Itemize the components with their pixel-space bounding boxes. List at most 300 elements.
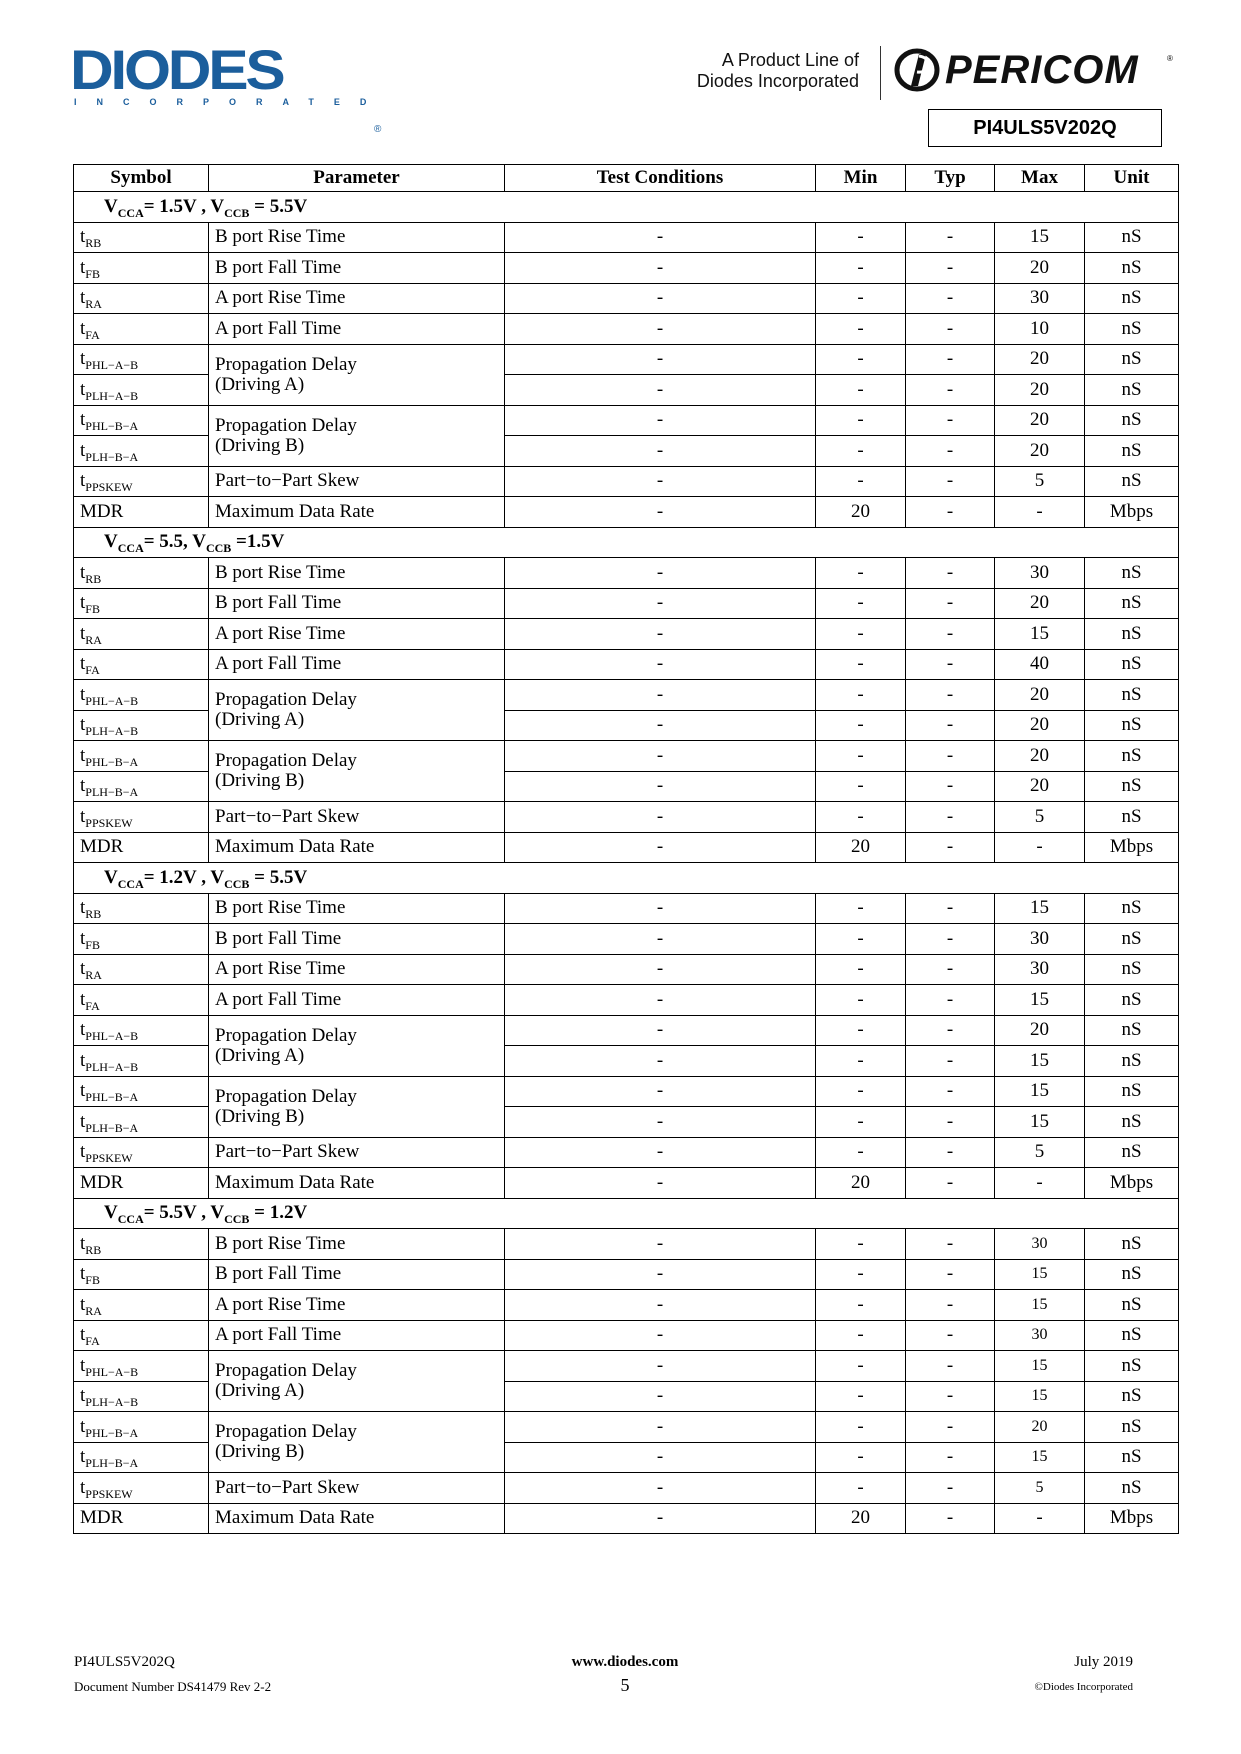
cell-symbol	[74, 1412, 209, 1443]
table-row	[74, 1076, 1179, 1107]
cell-symbol	[74, 924, 209, 955]
cell-unit: nS	[1085, 985, 1179, 1016]
cell-test: -	[505, 802, 816, 833]
pericom-logo	[893, 46, 1175, 96]
cell-test: -	[505, 1320, 816, 1351]
cell-unit: nS	[1085, 893, 1179, 924]
symbol-subscript: PLH−B−A	[85, 449, 139, 464]
footer-document-number: Document Number DS41479 Rev 2-2	[74, 1679, 272, 1694]
cell-unit: nS	[1085, 1046, 1179, 1077]
cell-parameter: Maximum Data Rate	[209, 1503, 505, 1534]
cell-min: -	[816, 924, 906, 955]
cell-typ: -	[906, 649, 995, 680]
footer-website: www.diodes.com	[571, 1654, 679, 1670]
section-condition-row	[74, 192, 1179, 223]
section-condition-row	[74, 863, 1179, 894]
symbol-main: t	[80, 958, 86, 980]
cell-min: 20	[816, 832, 906, 863]
cell-symbol	[74, 1320, 209, 1351]
diodes-logo-text: DIODES	[70, 38, 283, 101]
table-row	[74, 344, 1179, 375]
cell-unit: nS	[1085, 283, 1179, 314]
cell-min: 20	[816, 1503, 906, 1534]
table-row	[74, 1015, 1179, 1046]
cell-unit: nS	[1085, 1473, 1179, 1504]
cell-typ: -	[906, 436, 995, 467]
symbol-main: t	[80, 1293, 86, 1315]
table-row	[74, 283, 1179, 314]
cell-min: -	[816, 283, 906, 314]
cell-symbol	[74, 344, 209, 375]
cell-unit: nS	[1085, 253, 1179, 284]
table-row	[74, 1412, 1179, 1443]
pericom-emblem-icon	[893, 48, 941, 92]
parameter-line-1: Propagation Delay	[215, 1024, 357, 1046]
symbol-main: t	[80, 439, 86, 461]
cell-unit: nS	[1085, 1229, 1179, 1260]
symbol-subscript: PLH−A−B	[85, 724, 139, 739]
cell-parameter: B port Rise Time	[209, 1229, 505, 1260]
section-condition	[74, 192, 1179, 223]
cond-value-a: = 1.5V , V	[143, 195, 225, 217]
cell-max: 15	[995, 619, 1085, 650]
cell-typ: -	[906, 1229, 995, 1260]
cell-unit: Mbps	[1085, 1503, 1179, 1534]
symbol-main: t	[80, 226, 86, 248]
cell-parameter	[209, 1015, 505, 1076]
cell-test: -	[505, 222, 816, 253]
symbol-main: t	[80, 744, 86, 766]
cell-symbol	[74, 1046, 209, 1077]
section-condition	[74, 1198, 1179, 1229]
cell-test: -	[505, 344, 816, 375]
cell-unit: Mbps	[1085, 1168, 1179, 1199]
cell-unit: nS	[1085, 802, 1179, 833]
table-row	[74, 1229, 1179, 1260]
electrical-characteristics-table	[73, 164, 1179, 1534]
table-row	[74, 832, 1179, 863]
cell-min: -	[816, 680, 906, 711]
cell-max: 30	[995, 283, 1085, 314]
cell-max: 15	[995, 1046, 1085, 1077]
symbol-main: t	[80, 409, 86, 431]
cell-typ: -	[906, 344, 995, 375]
cell-typ: -	[906, 1503, 995, 1534]
cell-unit: nS	[1085, 741, 1179, 772]
cell-min: -	[816, 436, 906, 467]
cell-unit: nS	[1085, 1351, 1179, 1382]
cell-min: -	[816, 558, 906, 589]
cell-max: 20	[995, 253, 1085, 284]
cell-typ: -	[906, 1046, 995, 1077]
cell-typ: -	[906, 893, 995, 924]
symbol-main: t	[80, 287, 86, 309]
symbol-subscript: PPSKEW	[85, 1486, 133, 1501]
cell-test: -	[505, 1503, 816, 1534]
cell-max: 20	[995, 405, 1085, 436]
cell-symbol	[74, 1442, 209, 1473]
symbol-subscript: FA	[85, 1334, 100, 1349]
parameter-line-2: (Driving A)	[215, 1044, 305, 1066]
table-row	[74, 558, 1179, 589]
cell-test: -	[505, 985, 816, 1016]
cell-min: -	[816, 1442, 906, 1473]
cell-max: 15	[995, 1442, 1085, 1473]
symbol-main: t	[80, 714, 86, 736]
cell-test: -	[505, 497, 816, 528]
table-row	[74, 954, 1179, 985]
cell-typ: -	[906, 1290, 995, 1321]
symbol-main: t	[80, 653, 86, 675]
cell-test: -	[505, 1046, 816, 1077]
cell-min: -	[816, 1381, 906, 1412]
cell-typ: -	[906, 802, 995, 833]
cell-test: -	[505, 710, 816, 741]
cell-parameter: B port Rise Time	[209, 222, 505, 253]
cell-unit: nS	[1085, 405, 1179, 436]
cell-test: -	[505, 1168, 816, 1199]
cell-parameter: Maximum Data Rate	[209, 832, 505, 863]
header-divider	[880, 46, 881, 100]
cell-unit: nS	[1085, 619, 1179, 650]
symbol-main: t	[80, 805, 86, 827]
cell-parameter	[209, 680, 505, 741]
symbol-subscript: RB	[85, 571, 102, 586]
symbol-main: t	[80, 1110, 86, 1132]
cell-symbol	[74, 741, 209, 772]
symbol-subscript: FB	[85, 602, 100, 617]
cell-symbol	[74, 1259, 209, 1290]
symbol-subscript: FA	[85, 327, 100, 342]
cell-test: -	[505, 619, 816, 650]
cell-symbol	[74, 405, 209, 436]
cell-parameter: Maximum Data Rate	[209, 497, 505, 528]
symbol-subscript: PLH−B−A	[85, 785, 139, 800]
cond-sub-a: CCA	[117, 205, 144, 220]
cell-typ: -	[906, 1076, 995, 1107]
header-symbol: Symbol	[74, 165, 209, 192]
cell-unit: nS	[1085, 680, 1179, 711]
cell-max: 40	[995, 649, 1085, 680]
symbol-main: t	[80, 470, 86, 492]
cell-test: -	[505, 1015, 816, 1046]
footer-part-number: PI4ULS5V202Q	[74, 1654, 175, 1670]
cell-symbol	[74, 1229, 209, 1260]
cell-test: -	[505, 1442, 816, 1473]
cell-test: -	[505, 954, 816, 985]
symbol-main: t	[80, 1263, 86, 1285]
section-condition	[74, 527, 1179, 558]
product-line-1: A Product Line of	[721, 50, 859, 70]
symbol-main: t	[80, 1232, 86, 1254]
cell-typ: -	[906, 1168, 995, 1199]
cond-value-a: = 5.5V , V	[143, 1202, 225, 1224]
symbol-main: t	[80, 1019, 86, 1041]
cell-min: -	[816, 1412, 906, 1443]
cell-unit: nS	[1085, 1320, 1179, 1351]
table-row	[74, 619, 1179, 650]
symbol-main: t	[80, 561, 86, 583]
cell-symbol	[74, 771, 209, 802]
symbol-main: t	[80, 592, 86, 614]
cell-typ: -	[906, 1107, 995, 1138]
cell-unit: nS	[1085, 710, 1179, 741]
section-condition-row	[74, 1198, 1179, 1229]
cell-test: -	[505, 1351, 816, 1382]
table-row	[74, 222, 1179, 253]
cell-test: -	[505, 558, 816, 589]
cell-typ: -	[906, 1351, 995, 1382]
cell-symbol	[74, 1351, 209, 1382]
cell-min: -	[816, 1320, 906, 1351]
cond-value-a: = 5.5, V	[143, 531, 206, 553]
symbol-main: t	[80, 1385, 86, 1407]
symbol-subscript: FA	[85, 663, 100, 678]
cell-test: -	[505, 771, 816, 802]
cell-test: -	[505, 832, 816, 863]
cell-unit: nS	[1085, 1015, 1179, 1046]
table-row	[74, 588, 1179, 619]
cell-unit: nS	[1085, 1259, 1179, 1290]
table-row	[74, 1259, 1179, 1290]
table-row	[74, 649, 1179, 680]
cell-min: -	[816, 985, 906, 1016]
cell-min: -	[816, 222, 906, 253]
cell-max: 20	[995, 588, 1085, 619]
symbol-subscript: PPSKEW	[85, 1151, 133, 1166]
cell-unit: nS	[1085, 375, 1179, 406]
table-row	[74, 985, 1179, 1016]
cell-max: 20	[995, 344, 1085, 375]
symbol-main: t	[80, 1354, 86, 1376]
cell-min: -	[816, 1137, 906, 1168]
parameter-line-2: (Driving A)	[215, 373, 305, 395]
parameter-line-1: Propagation Delay	[215, 750, 357, 771]
cell-unit: nS	[1085, 924, 1179, 955]
cell-symbol	[74, 1015, 209, 1046]
parameter-line-1: Propagation Delay	[215, 414, 357, 436]
cell-max: 20	[995, 710, 1085, 741]
table-row	[74, 253, 1179, 284]
cell-parameter: B port Rise Time	[209, 558, 505, 589]
cell-min: -	[816, 741, 906, 772]
symbol-subscript: PLH−A−B	[85, 1059, 139, 1074]
header-min: Min	[816, 165, 906, 192]
parameter-line-2: (Driving A)	[215, 1380, 305, 1401]
cell-test: -	[505, 1107, 816, 1138]
table-row	[74, 802, 1179, 833]
cell-min: -	[816, 405, 906, 436]
cell-min: -	[816, 1259, 906, 1290]
symbol-main: t	[80, 1446, 86, 1468]
table-row	[74, 1503, 1179, 1534]
cell-max: 30	[995, 954, 1085, 985]
cell-typ: -	[906, 405, 995, 436]
table-row	[74, 466, 1179, 497]
cell-typ: -	[906, 588, 995, 619]
cell-unit: nS	[1085, 1381, 1179, 1412]
symbol-subscript: FB	[85, 937, 100, 952]
cell-test: -	[505, 649, 816, 680]
cell-parameter: A port Fall Time	[209, 649, 505, 680]
cell-parameter: B port Rise Time	[209, 893, 505, 924]
symbol-subscript: PHL−A−B	[85, 1364, 139, 1379]
symbol-subscript: FB	[85, 266, 100, 281]
diodes-logo-subtext: INCORPORATED	[74, 97, 387, 107]
cond-value-b: = 5.5V	[249, 866, 308, 888]
cell-unit: nS	[1085, 649, 1179, 680]
cell-unit: nS	[1085, 1290, 1179, 1321]
symbol-main: t	[80, 1476, 86, 1498]
symbol-subscript: PLH−A−B	[85, 388, 139, 403]
cell-min: -	[816, 1015, 906, 1046]
cell-test: -	[505, 283, 816, 314]
symbol-main: t	[80, 317, 86, 339]
cell-parameter: A port Rise Time	[209, 1290, 505, 1321]
pericom-registered-mark: ®	[1167, 54, 1173, 63]
header-max: Max	[995, 165, 1085, 192]
cell-typ: -	[906, 680, 995, 711]
cell-test: -	[505, 1290, 816, 1321]
cell-max: 30	[995, 1229, 1085, 1260]
cell-test: -	[505, 588, 816, 619]
cell-symbol	[74, 832, 209, 863]
section-condition	[74, 863, 1179, 894]
symbol-main: t	[80, 1141, 86, 1163]
cell-typ: -	[906, 222, 995, 253]
cell-parameter: B port Fall Time	[209, 588, 505, 619]
table-row	[74, 893, 1179, 924]
header-test-conditions: Test Conditions	[505, 165, 816, 192]
product-line-2: Diodes Incorporated	[696, 71, 859, 91]
cell-max: 20	[995, 680, 1085, 711]
cond-v-prefix: V	[104, 1202, 118, 1224]
cell-parameter: A port Fall Time	[209, 314, 505, 345]
cond-sub-a: CCA	[117, 1212, 144, 1227]
cond-value-b: = 1.2V	[249, 1202, 308, 1224]
cond-v-prefix: V	[104, 866, 118, 888]
cell-parameter: Maximum Data Rate	[209, 1168, 505, 1199]
cell-test: -	[505, 405, 816, 436]
cell-unit: nS	[1085, 466, 1179, 497]
parameter-line-2: (Driving B)	[215, 1441, 305, 1462]
section-condition-row	[74, 527, 1179, 558]
pericom-logo-text: PERICOM	[945, 48, 1139, 92]
cond-value-a: = 1.2V , V	[143, 866, 225, 888]
cell-unit: nS	[1085, 344, 1179, 375]
cell-max: 5	[995, 466, 1085, 497]
cell-test: -	[505, 314, 816, 345]
cell-max: 5	[995, 1473, 1085, 1504]
cell-typ: -	[906, 1473, 995, 1504]
cell-typ: -	[906, 710, 995, 741]
cell-typ: -	[906, 283, 995, 314]
cell-parameter	[209, 1076, 505, 1137]
cell-max: 20	[995, 771, 1085, 802]
symbol-subscript: PPSKEW	[85, 480, 133, 495]
cell-max: 15	[995, 985, 1085, 1016]
parameter-line-1: Propagation Delay	[215, 1421, 357, 1442]
cell-typ: -	[906, 954, 995, 985]
parameter-line-2: (Driving B)	[215, 770, 305, 791]
footer-copyright: ©Diodes Incorporated	[1034, 1681, 1133, 1693]
symbol-main: MDR	[80, 836, 124, 858]
cell-typ: -	[906, 253, 995, 284]
cell-min: 20	[816, 1168, 906, 1199]
cell-unit: nS	[1085, 558, 1179, 589]
footer-page-number: 5	[620, 1675, 630, 1695]
symbol-subscript: FA	[85, 998, 100, 1013]
cell-typ: -	[906, 314, 995, 345]
cell-test: -	[505, 1259, 816, 1290]
cell-typ: -	[906, 771, 995, 802]
table-header-row	[74, 165, 1179, 192]
cell-symbol	[74, 1290, 209, 1321]
table-row	[74, 1137, 1179, 1168]
symbol-subscript: PHL−A−B	[85, 358, 139, 373]
parameter-line-1: Propagation Delay	[215, 353, 357, 375]
cell-max: 15	[995, 1107, 1085, 1138]
symbol-subscript: PLH−B−A	[85, 1120, 139, 1135]
header-unit: Unit	[1085, 165, 1179, 192]
cell-max: 5	[995, 1137, 1085, 1168]
cell-symbol	[74, 985, 209, 1016]
cell-unit: nS	[1085, 771, 1179, 802]
cell-min: -	[816, 1290, 906, 1321]
cell-max: 15	[995, 222, 1085, 253]
cell-max: 30	[995, 924, 1085, 955]
cell-typ: -	[906, 1381, 995, 1412]
table-row	[74, 405, 1179, 436]
cell-unit: nS	[1085, 314, 1179, 345]
symbol-subscript: RB	[85, 907, 102, 922]
cell-unit: nS	[1085, 436, 1179, 467]
cell-symbol	[74, 619, 209, 650]
cell-symbol	[74, 710, 209, 741]
cell-typ: -	[906, 1442, 995, 1473]
symbol-main: t	[80, 348, 86, 370]
cell-max: 15	[995, 893, 1085, 924]
cell-max: 15	[995, 1076, 1085, 1107]
cell-parameter: Part−to−Part Skew	[209, 1473, 505, 1504]
symbol-main: t	[80, 683, 86, 705]
cell-typ: -	[906, 375, 995, 406]
part-number-box: PI4ULS5V202Q	[928, 109, 1162, 147]
cell-test: -	[505, 893, 816, 924]
cell-symbol	[74, 222, 209, 253]
cell-symbol	[74, 375, 209, 406]
symbol-subscript: PLH−B−A	[85, 1456, 139, 1471]
table-row	[74, 497, 1179, 528]
symbol-subscript: PHL−B−A	[85, 754, 139, 769]
cell-symbol	[74, 1107, 209, 1138]
cell-min: -	[816, 1473, 906, 1504]
diodes-registered-mark: ®	[374, 124, 382, 135]
cell-typ: -	[906, 985, 995, 1016]
cell-min: -	[816, 253, 906, 284]
cell-unit: nS	[1085, 222, 1179, 253]
symbol-main: t	[80, 927, 86, 949]
parameter-line-1: Propagation Delay	[215, 1085, 357, 1107]
cell-test: -	[505, 924, 816, 955]
symbol-subscript: RB	[85, 236, 102, 251]
cell-min: -	[816, 619, 906, 650]
cell-typ: -	[906, 619, 995, 650]
cell-test: -	[505, 680, 816, 711]
symbol-main: t	[80, 1324, 86, 1346]
header-typ: Typ	[906, 165, 995, 192]
cell-symbol	[74, 283, 209, 314]
